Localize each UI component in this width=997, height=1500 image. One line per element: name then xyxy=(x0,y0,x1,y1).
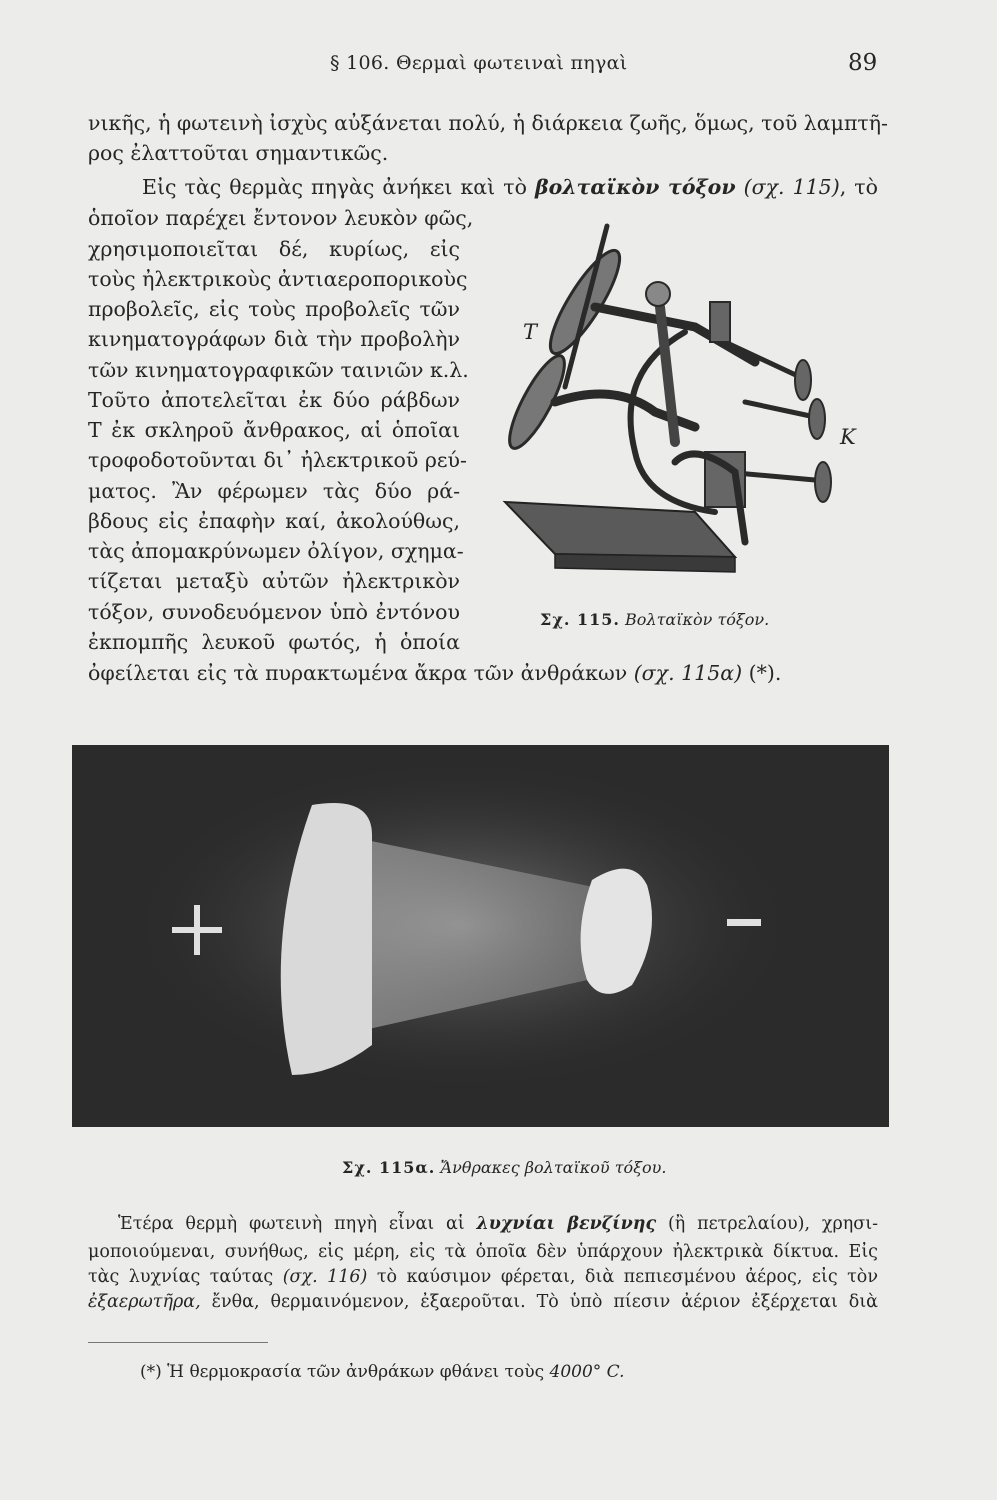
footnote-value: 4000° C. xyxy=(549,1362,625,1382)
figure-ref: (σχ. 115) xyxy=(735,175,840,199)
body-line: νικῆς, ἡ φωτεινὴ ἰσχὺς αὐξάνεται πολύ, ἡ διάρκεια ζωῆς, ὅμως, τοῦ λαμπτῆ- xyxy=(88,111,888,135)
body-line: ἐκπομπῆς λευκοῦ φωτός, ἡ ὁποία xyxy=(88,630,460,654)
text-run: τὸ καύσιμον φέρεται, διὰ πεπιεσμένου ἀέρος, εἰς τὸν xyxy=(367,1267,878,1287)
body-line: T ἐκ σκληροῦ ἄνθρακος, αἱ ὁποῖαι xyxy=(88,418,460,442)
figure-label-T: T xyxy=(523,320,538,344)
body-line: τίζεται μεταξὺ αὐτῶν ἠλεκτρικὸν xyxy=(88,569,460,593)
figure-ref: (σχ. 116) xyxy=(282,1267,368,1287)
running-header xyxy=(0,50,997,82)
figure-115a-caption xyxy=(342,1158,666,1177)
body-line: Τοῦτο ἀποτελεῖται ἐκ δύο ράβδων xyxy=(88,388,460,412)
caption-number: Σχ. 115. xyxy=(540,610,620,629)
term-vaporizer: ἐξαερωτῆρα, xyxy=(88,1292,201,1312)
body-line xyxy=(88,1290,878,1314)
footnote xyxy=(140,1362,624,1382)
body-line: βδους εἰς ἐπαφὴν καί, ἀκολούθως, xyxy=(88,509,460,533)
figure-115-caption xyxy=(540,610,769,629)
body-line: ματος. Ἂν φέρωμεν τὰς δύο ρά- xyxy=(88,479,460,503)
text-run: ἔνθα, θερμαινόμενον, ἐξαεροῦται. Τὸ ὑπὸ πίεσιν ἀέριον ἐξέρχεται διὰ xyxy=(200,1292,878,1312)
caption-number: Σχ. 115α. xyxy=(342,1158,436,1177)
body-line: τροφοδοτοῦνται δι᾽ ἠλεκτρικοῦ ρεύ- xyxy=(88,448,467,472)
body-line: χρησιμοποιεῖται δέ, κυρίως, εἰς xyxy=(88,237,460,261)
footnote-text: Ἡ θερμοκρασία τῶν ἀνθράκων φθάνει τοὺς xyxy=(161,1362,550,1382)
text-run: τὰς λυχνίας ταύτας xyxy=(88,1267,283,1287)
caption-text: Βολταϊκὸν τόξον. xyxy=(625,610,770,629)
plus-sign-bar xyxy=(194,905,200,955)
text-run: Εἰς τὰς θερμὰς πηγὰς ἀνήκει καὶ τὸ xyxy=(142,175,535,199)
text-run: ὀφείλεται εἰς τὰ πυρακτωμένα ἄκρα τῶν ἀνθράκων xyxy=(88,661,634,685)
body-line xyxy=(88,1265,878,1289)
figure-label-K: K xyxy=(840,425,856,449)
figure-ref: (σχ. 115α) xyxy=(633,661,743,685)
running-head: § 106. Θερμαὶ φωτειναὶ πηγαὶ xyxy=(330,52,628,74)
body-line: τὰς ἀπομακρύνωμεν ὀλίγον, σχημα- xyxy=(88,539,464,563)
text-run: Ἑτέρα θερμὴ φωτεινὴ πηγὴ εἶναι αἱ xyxy=(118,1214,477,1234)
arc-lamp-illustration xyxy=(495,212,875,607)
body-line: προβολεῖς, εἰς τοὺς προβολεῖς τῶν xyxy=(88,297,460,321)
footnote-rule xyxy=(88,1342,268,1343)
caption-text: Ἄνθρακες βολταϊκοῦ τόξου. xyxy=(440,1158,667,1177)
text-run: (ἢ πετρελαίου), χρησι- xyxy=(656,1214,878,1234)
body-line: τοὺς ἠλεκτρικοὺς ἀντιαεροπορικοὺς xyxy=(88,267,468,291)
term-benzine-lamps: λυχνίαι βενζίνης xyxy=(476,1214,657,1234)
body-line xyxy=(118,1212,878,1236)
body-line: ὁποῖον παρέχει ἔντονον λευκὸν φῶς, xyxy=(88,206,474,230)
carbon-arc-photo xyxy=(72,745,889,1127)
body-line: ρος ἐλαττοῦται σημαντικῶς. xyxy=(88,141,389,165)
body-line xyxy=(142,174,878,200)
term-voltaic-arc: βολταϊκὸν τόξον xyxy=(534,175,736,199)
minus-sign-bar xyxy=(727,919,761,926)
body-line: μοποιούμεναι, συνήθως, εἰς μέρη, εἰς τὰ ὁποῖα δὲν ὑπάρχουν ἠλεκτρικὰ δίκτυα. Εἰς xyxy=(88,1242,878,1262)
footnote-ref: (*). xyxy=(742,661,782,685)
page-number: 89 xyxy=(848,50,878,76)
footnote-marker: (*) xyxy=(140,1362,162,1382)
body-line: τῶν κινηματογραφικῶν ταινιῶν κ.λ. xyxy=(88,358,469,382)
body-line: κινηματογράφων διὰ τὴν προβολὴν xyxy=(88,327,460,351)
body-line xyxy=(88,660,781,686)
text-run: , τὸ xyxy=(839,175,878,199)
body-line: τόξον, συνοδευόμενον ὑπὸ ἐντόνου xyxy=(88,600,460,624)
